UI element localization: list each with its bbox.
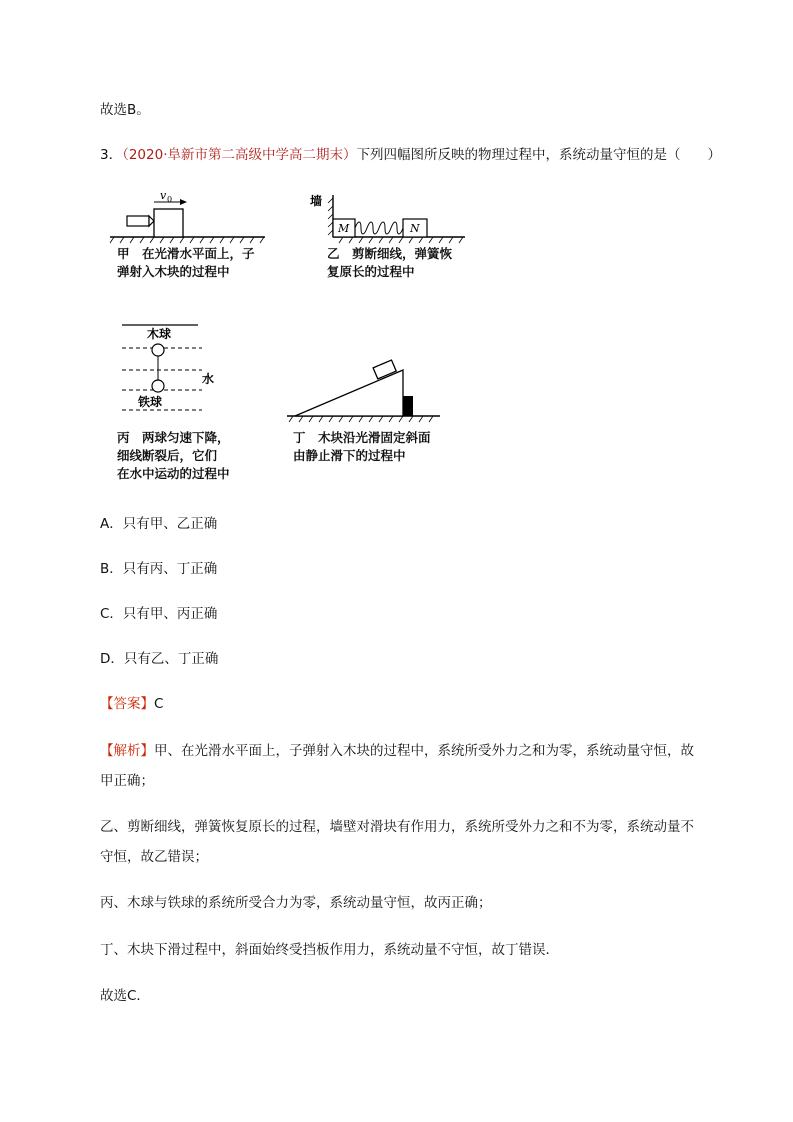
bullet-tip xyxy=(149,216,154,226)
answer-label: 【答案】 xyxy=(100,696,154,712)
figure-jia-caption-1: 甲 在光滑水平面上，子 xyxy=(117,246,255,261)
option-c: C．只有甲、丙正确 xyxy=(100,606,218,622)
analysis-label: 【解析】 xyxy=(100,743,154,759)
question-number: 3． xyxy=(100,147,123,163)
answer xyxy=(100,694,163,714)
wood-ball xyxy=(152,344,164,356)
analysis-line-1 xyxy=(100,741,694,761)
analysis-text-1: 甲、在光滑水平面上，子弹射入木块的过程中，系统所受外力之和为零，系统动量守恒，故 xyxy=(154,743,694,759)
wall-hatching xyxy=(328,198,333,235)
figure-bing-caption-2: 细线断裂后，它们 xyxy=(117,448,218,463)
figure-yi-caption-2: 复原长的过程中 xyxy=(327,264,415,279)
block-m-label: M xyxy=(338,222,350,235)
figure-ding-caption-1: 丁 木块沿光滑固定斜面 xyxy=(293,430,431,445)
figure-bing-caption-1: 丙 两球匀速下降， xyxy=(117,430,230,445)
velocity-subscript: 0 xyxy=(167,195,173,204)
question-text: 下列四幅图所反映的物理过程中，系统动量守恒的是（ ） xyxy=(356,147,721,163)
incline xyxy=(295,370,403,416)
block-n-label: N xyxy=(410,222,420,235)
final-conclusion: 故选C． xyxy=(100,988,150,1004)
floor-hatching xyxy=(339,237,463,243)
bullet-shell xyxy=(127,216,149,226)
iron-ball xyxy=(152,380,164,392)
velocity-label: v xyxy=(160,189,167,202)
figure-bing-caption-3: 在水中运动的过程中 xyxy=(117,466,230,481)
analysis-line-5: 丙、木球与铁球的系统所受合力为零，系统动量守恒，故丙正确； xyxy=(100,895,492,911)
figure-jia-caption-2: 弹射入木块的过程中 xyxy=(117,264,230,279)
wood-block xyxy=(154,209,183,237)
water-label: 水 xyxy=(202,372,215,386)
figure-yi-diagram xyxy=(305,190,470,250)
analysis-line-2: 甲正确； xyxy=(100,773,154,789)
ground-hatching xyxy=(110,237,264,243)
option-d: D．只有乙、丁正确 xyxy=(100,651,219,667)
figure-yi-caption-1: 乙 剪断细线，弹簧恢 xyxy=(327,246,453,261)
figure-bing-diagram xyxy=(118,320,223,415)
wall-label: 墙 xyxy=(310,194,323,208)
wood-ball-label: 木球 xyxy=(147,327,172,341)
analysis-line-6: 丁、木块下滑过程中，斜面始终受挡板作用力，系统动量不守恒，故丁错误． xyxy=(100,942,559,958)
previous-conclusion: 故选B。 xyxy=(100,102,150,118)
analysis-line-3: 乙、剪断细线，弹簧恢复原长的过程，墙壁对滑块有作用力，系统所受外力之和不为零，系统动量不 xyxy=(100,819,694,835)
option-a: A．只有甲、乙正确 xyxy=(100,516,218,532)
analysis-line-4: 守恒，故乙错误； xyxy=(100,849,208,865)
figure-jia-diagram xyxy=(110,190,270,250)
figure-ding-caption-2: 由静止滑下的过程中 xyxy=(293,448,406,463)
question-source: （2020·阜新市第二高级中学高二期末） xyxy=(122,147,357,163)
question-stem xyxy=(100,145,721,165)
figure-ding-diagram xyxy=(285,360,445,425)
iron-ball-label: 铁球 xyxy=(138,395,163,409)
stopper-block xyxy=(403,396,413,416)
answer-value: C xyxy=(154,696,164,712)
option-b: B．只有丙、丁正确 xyxy=(100,561,218,577)
ground-hatching xyxy=(289,416,433,422)
